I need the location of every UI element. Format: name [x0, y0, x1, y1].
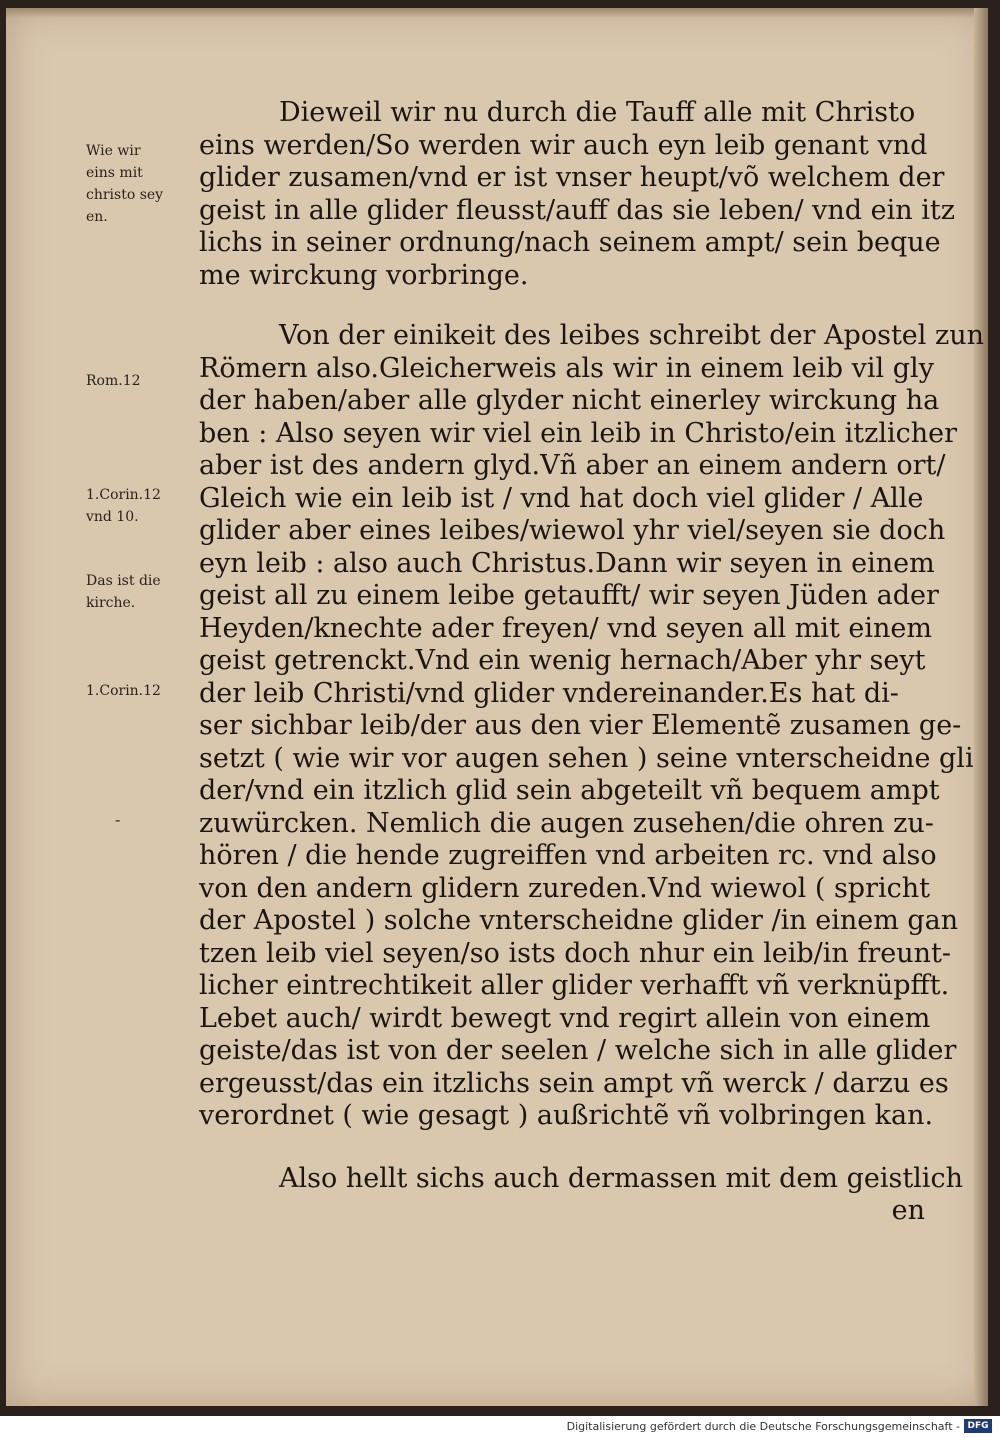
text-line: eins werden/So werden wir auch eyn leib genant vnd — [199, 129, 928, 161]
margin-note-corin12: 1.Corin.12 — [86, 683, 161, 699]
text-line: aber ist des andern glyd.Vñ aber an einem andern ort/ — [199, 450, 946, 481]
footer-bar — [0, 1416, 1000, 1438]
text-line: ben : Also seyen wir viel ein leib in Christo/ein itzlicher — [199, 417, 958, 449]
text-line: glider aber eines leibes/wiewol yhr viel/seyen sie doch — [199, 515, 946, 546]
margin-mark: - — [115, 810, 121, 829]
text-line: eyn leib : also auch Christus.Dann wir seyen in einem — [199, 547, 935, 579]
text-line: verordnet ( wie gesagt ) außrichtẽ vñ volbringen kan. — [199, 1100, 934, 1131]
text-line: Dieweil wir nu durch die Tauff alle mit Christo — [279, 97, 916, 128]
text-line: Lebet auch/ wirdt bewegt vnd regirt allein von einem — [199, 1002, 931, 1034]
text-line: hören / die hende zugreiffen vnd arbeiten rc. vnd also — [199, 840, 937, 871]
catchword: en — [891, 1195, 925, 1226]
margin-note-christo: Wie wir eins mit christo sey en. — [86, 143, 164, 225]
text-line: zuwürcken. Nemlich die augen zusehen/die ohren zu- — [199, 807, 934, 839]
text-line: der/vnd ein itzlich glid sein abgeteilt vñ bequem ampt — [199, 775, 940, 806]
text-line: Also hellt sichs auch dermassen mit dem geistlich — [279, 1162, 963, 1194]
text-line: Gleich wie ein leib ist / vnd hat doch viel glider / Alle — [199, 482, 924, 514]
text-line: Römern also.Gleicherweis als wir in einem leib vil gly — [199, 352, 934, 384]
text-line: geist getrenckt.Vnd ein wenig hernach/Aber yhr seyt — [199, 645, 926, 676]
paragraph-gap — [199, 1133, 939, 1163]
text-line: glider zusamen/vnd er ist vnser heupt/võ welchem der — [199, 162, 945, 193]
text-line: Heyden/knechte ader freyen/ vnd seyen all mit einem — [199, 612, 932, 644]
text-line: der haben/aber alle glyder nicht einerley wirckung ha — [199, 385, 940, 416]
main-text — [199, 97, 984, 1228]
funding-credit: Digitalisierung gefördert durch die Deutsche Forschungsgemeinschaft - — [566, 1420, 960, 1433]
text-line: ergeusst/das ein itzlichs sein ampt vñ werck / darzu es — [199, 1067, 949, 1099]
text-line: geist in alle glider fleusst/auff das sie leben/ vnd ein itz — [199, 194, 955, 226]
text-line: tzen leib viel seyen/so ists doch nhur ein leib/in freunt- — [199, 937, 951, 969]
paragraph-gap — [199, 292, 939, 320]
text-line: licher eintrechtikeit aller glider verhafft vñ verknüpfft. — [199, 970, 950, 1001]
page-top-shadow — [6, 8, 988, 18]
dfg-logo-icon: DFG — [964, 1419, 992, 1433]
text-line: lichs in seiner ordnung/nach seinem ampt/ sein beque — [199, 227, 941, 258]
text-line: der Apostel ) solche vnterscheidne glider /in einem gan — [199, 905, 959, 936]
margin-note-kirche: Das ist die kirche. — [86, 573, 161, 611]
text-line: geiste/das ist von der seelen / welche sich in alle glider — [199, 1035, 957, 1066]
text-line: me wirckung vorbringe. — [199, 259, 529, 291]
text-line: der leib Christi/vnd glider vndereinander.Es hat di- — [199, 677, 899, 709]
text-line: setzt ( wie wir vor augen sehen ) seine vnterscheidne gli — [199, 742, 974, 774]
text-line: von den andern glidern zureden.Vnd wiewol ( spricht — [199, 872, 930, 904]
page-right-edge — [974, 8, 988, 1406]
text-line: geist all zu einem leibe getaufft/ wir seyen Jüden ader — [199, 580, 939, 611]
margin-note-corin12-10: 1.Corin.12 vnd 10. — [86, 487, 161, 525]
text-line: ser sichbar leib/der aus den vier Elementẽ zusamen ge- — [199, 710, 962, 741]
margin-note-rom12: Rom.12 — [86, 373, 141, 389]
text-line: Von der einikeit des leibes schreibt der Apostel zun — [279, 320, 984, 351]
